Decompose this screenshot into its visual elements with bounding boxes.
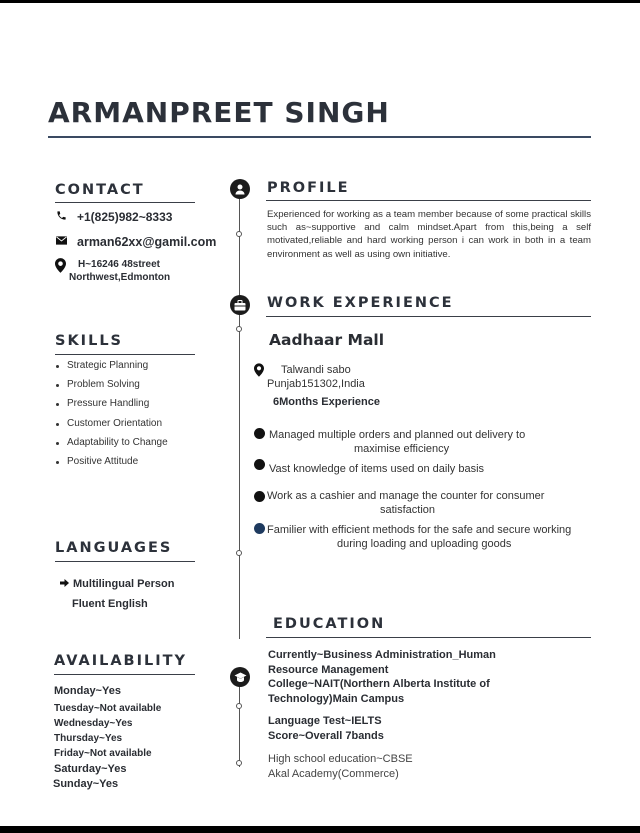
education-divider: [266, 637, 591, 638]
contact-address-line2: Northwest,Edmonton: [69, 272, 171, 283]
briefcase-icon: [230, 295, 250, 315]
name-divider: [48, 136, 591, 138]
work-duty: Familier with efficient methods for the safe and secure working during loading and uploading goods: [267, 524, 572, 550]
contact-email-row: [55, 235, 216, 249]
bullet-dot: [254, 459, 265, 470]
profile-heading: PROFILE: [267, 180, 350, 196]
education-degree: Currently~Business Administration_Human Resource Management College~NAIT(Northern Alberta Institute of Technology)Main Campus: [268, 649, 496, 705]
timeline-line-lower: [239, 679, 240, 767]
languages-heading: LANGUAGES: [55, 540, 173, 556]
availability-day: Thursday~Yes: [54, 733, 123, 744]
timeline-knot: [236, 326, 242, 332]
applicant-name: ARMANPREET SINGH: [48, 96, 390, 129]
availability-day: Wednesday~Yes: [54, 718, 133, 729]
phone-icon: [55, 210, 67, 224]
language-line-2: Fluent English: [72, 598, 148, 610]
contact-phone-row: [55, 210, 172, 224]
list-item: Pressure Handling: [55, 398, 168, 417]
list-item: Strategic Planning: [55, 360, 168, 379]
bullet-dot: [254, 428, 265, 439]
employer-location-line2: Punjab151302,India: [267, 378, 365, 390]
skills-divider: [55, 354, 195, 355]
envelope-icon: [55, 236, 67, 248]
employer-location-line1: Talwandi sabo: [281, 364, 351, 376]
timeline-line: [239, 191, 240, 639]
work-duty: Vast knowledge of items used on daily basis: [269, 463, 485, 475]
skills-heading: SKILLS: [55, 333, 123, 349]
availability-day: Sunday~Yes: [53, 778, 119, 790]
profile-divider: [266, 200, 591, 201]
contact-heading: CONTACT: [55, 182, 145, 198]
graduation-cap-icon: [230, 667, 250, 687]
person-icon: [230, 179, 250, 199]
languages-divider: [55, 561, 195, 562]
employer-name: Aadhaar Mall: [269, 331, 385, 349]
timeline-knot: [236, 550, 242, 556]
contact-phone: +1(825)982~8333: [77, 210, 173, 224]
list-item: Adaptability to Change: [55, 437, 168, 456]
list-item: Positive Attitude: [55, 456, 168, 475]
timeline-knot: [236, 231, 242, 237]
list-item: Customer Orientation: [55, 418, 168, 437]
location-pin-icon: [254, 363, 264, 382]
arrow-right-icon: [60, 578, 69, 590]
timeline-knot: [236, 760, 242, 766]
availability-heading: AVAILABILITY: [54, 653, 188, 669]
skills-list: [55, 360, 168, 475]
availability-day: Friday~Not available: [54, 748, 152, 759]
education-high-school: High school education~CBSE Akal Academy(Commerce): [268, 753, 413, 780]
availability-day: Tuesday~Not available: [54, 703, 162, 714]
contact-email[interactable]: arman62xx@gamil.com: [77, 235, 217, 249]
work-duty: Work as a cashier and manage the counter for consumer satisfaction: [267, 490, 545, 516]
education-heading: EDUCATION: [273, 616, 386, 632]
bullet-dot: [254, 491, 265, 502]
profile-summary: Experienced for working as a team member because of some practical skills such as~supportive and calm mindset.Apart from this,being a self motivated,reliable and hard working person i can work in both in a team environment as well as using own initiative.: [267, 209, 591, 260]
contact-divider: [55, 202, 195, 203]
availability-day: Monday~Yes: [54, 685, 121, 697]
language-line-1: Multilingual Person: [60, 578, 174, 590]
work-divider: [266, 316, 591, 317]
work-duty: Managed multiple orders and planned out delivery to maximise efficiency: [269, 429, 526, 455]
bullet-dot: [254, 523, 265, 534]
contact-address-line1: H~16246 48street: [78, 259, 161, 270]
availability-day: Saturday~Yes: [54, 763, 127, 775]
work-duration: 6Months Experience: [273, 396, 380, 408]
list-item: Problem Solving: [55, 379, 168, 398]
location-pin-icon: [55, 258, 66, 278]
bottom-border: [0, 826, 640, 833]
timeline-knot: [236, 703, 242, 709]
resume-page: [0, 3, 640, 829]
work-heading: WORK EXPERIENCE: [267, 295, 454, 311]
education-language-test: Language Test~IELTS Score~Overall 7bands: [268, 715, 384, 742]
availability-divider: [54, 674, 195, 675]
